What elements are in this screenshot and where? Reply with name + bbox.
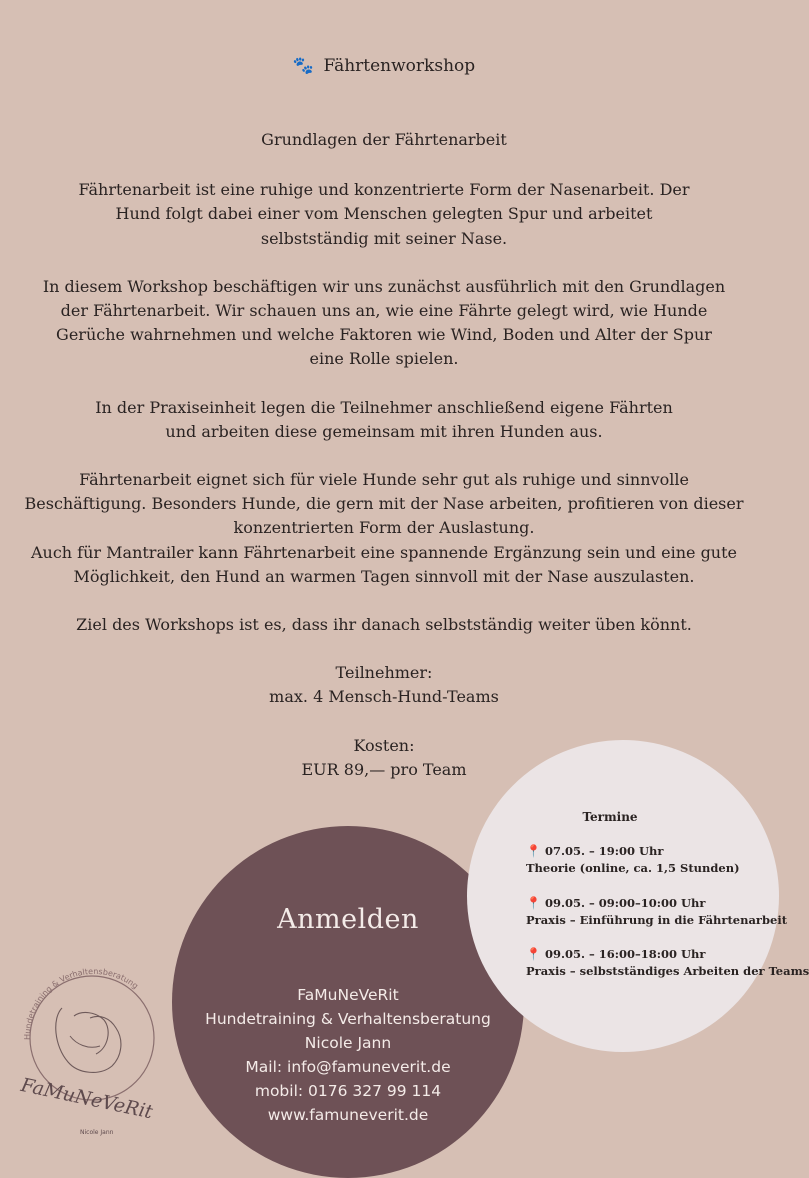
description <box>24 128 744 806</box>
map-pin-icon: 📍 <box>526 896 541 910</box>
famuneverit-logo <box>12 958 172 1148</box>
header <box>0 56 768 76</box>
business-tagline: Hundetraining & Verhaltensberatung <box>205 1010 491 1028</box>
paragraph-2: In diesem Workshop beschäftigen wir uns zunächst ausführlich mit den Grundlagen der Fährtenarbeit. Wir schauen uns an, wie eine Fährte gelegt wird, wie Hunde Gerüche wahrnehmen und welche Faktoren wie Wind, Boden und Alter der Spur eine Rolle spielen. <box>42 276 726 369</box>
logo-figure <box>56 1008 121 1072</box>
paragraph-1: Fährtenarbeit ist eine ruhige und konzentrierte Form der Nasenarbeit. Der Hund folgt dabei einer vom Menschen gelegten Spur und arbeitet selbstständig mit seiner Nase. <box>78 180 690 248</box>
costs-label: Kosten: <box>353 735 415 755</box>
contact-info <box>172 983 524 1127</box>
paragraph-5: Auch für Mantrailer kann Fährtenarbeit eine spannende Ergänzung sein und eine gute Möglichkeit, den Hund an warmen Tagen sinnvoll mit der Nase auszulasten. <box>30 542 738 586</box>
paragraph-3: In der Praxiseinheit legen die Teilnehmer anschließend eigene Fährten und arbeiten diese gemeinsam mit ihren Hunden aus. <box>95 397 673 441</box>
schedule-desc: Theorie (online, ca. 1,5 Stunden) <box>526 861 740 875</box>
contact-person: Nicole Jann <box>304 1034 392 1052</box>
business-name: FaMuNeVeRit <box>297 986 399 1004</box>
schedule-date: 09.05. – 16:00–18:00 Uhr <box>544 947 706 961</box>
schedule-item <box>526 895 787 929</box>
page-title: Fährtenworkshop <box>323 56 476 76</box>
schedule-circle <box>467 740 809 1052</box>
map-pin-icon: 📍 <box>526 947 541 961</box>
schedule-item <box>526 843 740 877</box>
schedule-desc: Praxis – Einführung in die Fährtenarbeit <box>526 913 788 927</box>
participants-value: max. 4 Mensch-Hund-Teams <box>269 687 499 707</box>
contact-phone[interactable]: mobil: 0176 327 99 114 <box>254 1082 442 1100</box>
paragraph-6: Ziel des Workshops ist es, dass ihr danach selbstständig weiter üben könnt. <box>76 615 692 635</box>
logo-arc-text: Hundetraining & Verhaltensberatung <box>22 966 140 1041</box>
schedule-title: Termine <box>582 810 638 824</box>
schedule-date: 07.05. – 19:00 Uhr <box>544 844 664 858</box>
schedule-item <box>526 946 809 980</box>
contact-email[interactable]: Mail: info@famuneverit.de <box>245 1058 451 1076</box>
schedule-date: 09.05. – 09:00–10:00 Uhr <box>544 896 706 910</box>
logo-name: FaMuNeVeRit <box>18 1074 155 1124</box>
map-pin-icon: 📍 <box>526 844 541 858</box>
contact-website[interactable]: www.famuneverit.de <box>267 1106 429 1124</box>
schedule-desc: Praxis – selbstständiges Arbeiten der Teams <box>526 964 809 978</box>
registration-title: Anmelden <box>277 904 419 935</box>
paragraph-4: Fährtenarbeit eignet sich für viele Hunde sehr gut als ruhige und sinnvolle Beschäftigung. Besonders Hunde, die gern mit der Nase arbeiten, profitieren von dieser konzentrierten Form der Auslastung. <box>24 470 744 538</box>
logo-sub: Nicole Jann <box>80 1129 114 1136</box>
costs-value: EUR 89,— pro Team <box>301 759 467 779</box>
participants-label: Teilnehmer: <box>335 663 433 683</box>
paw-prints-icon: 🐾 <box>292 56 315 76</box>
intro-heading: Grundlagen der Fährtenarbeit <box>261 130 507 149</box>
